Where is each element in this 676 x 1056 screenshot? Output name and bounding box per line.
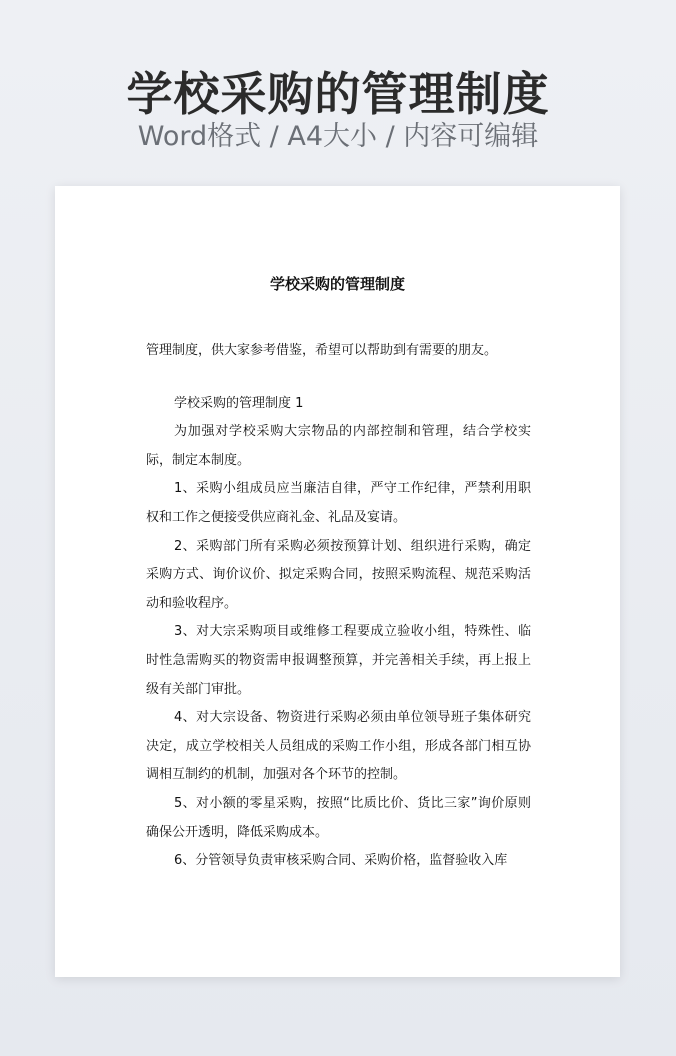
paragraph: 为加强对学校采购大宗物品的内部控制和管理，结合学校实际，制定本制度。 [146, 424, 531, 468]
paragraph: 4、对大宗设备、物资进行采购必须由单位领导班子集体研究决定，成立学校相关人员组成的采购工作小组，形成各部门相互协调相互制约的机制，加强对各个环节的控制。 [146, 710, 531, 783]
document-title: 学校采购的管理制度 [269, 275, 405, 293]
banner-title: 学校采购的管理制度 [126, 67, 550, 121]
document-body [146, 337, 531, 876]
banner-subtitle: Word格式 / A4大小 / 内容可编辑 [137, 121, 539, 152]
paragraph: 2、采购部门所有采购必须按预算计划、组织进行采购，确定采购方式、询价议价、拟定采购合同，按照采购流程、规范采购活动和验收程序。 [146, 538, 531, 611]
paragraph: 6、分管领导负责审核采购合同、采购价格，监督验收入库 [174, 853, 508, 869]
paragraph: 3、对大宗采购项目或维修工程要成立验收小组，特殊性、临时性急需购买的物资需申报调整预算，并完善相关手续，再上报上级有关部门审批。 [146, 624, 531, 697]
paragraph: 5、对小额的零星采购，按照“比质比价、货比三家”询价原则确保公开透明，降低采购成本。 [146, 795, 531, 840]
section-heading: 学校采购的管理制度 1 [174, 395, 304, 411]
paragraph: 1、采购小组成员应当廉洁自律，严守工作纪律，严禁利用职权和工作之便接受供应商礼金、礼品及宴请。 [146, 481, 531, 525]
document-intro: 管理制度，供大家参考借鉴，希望可以帮助到有需要的朋友。 [146, 343, 498, 358]
